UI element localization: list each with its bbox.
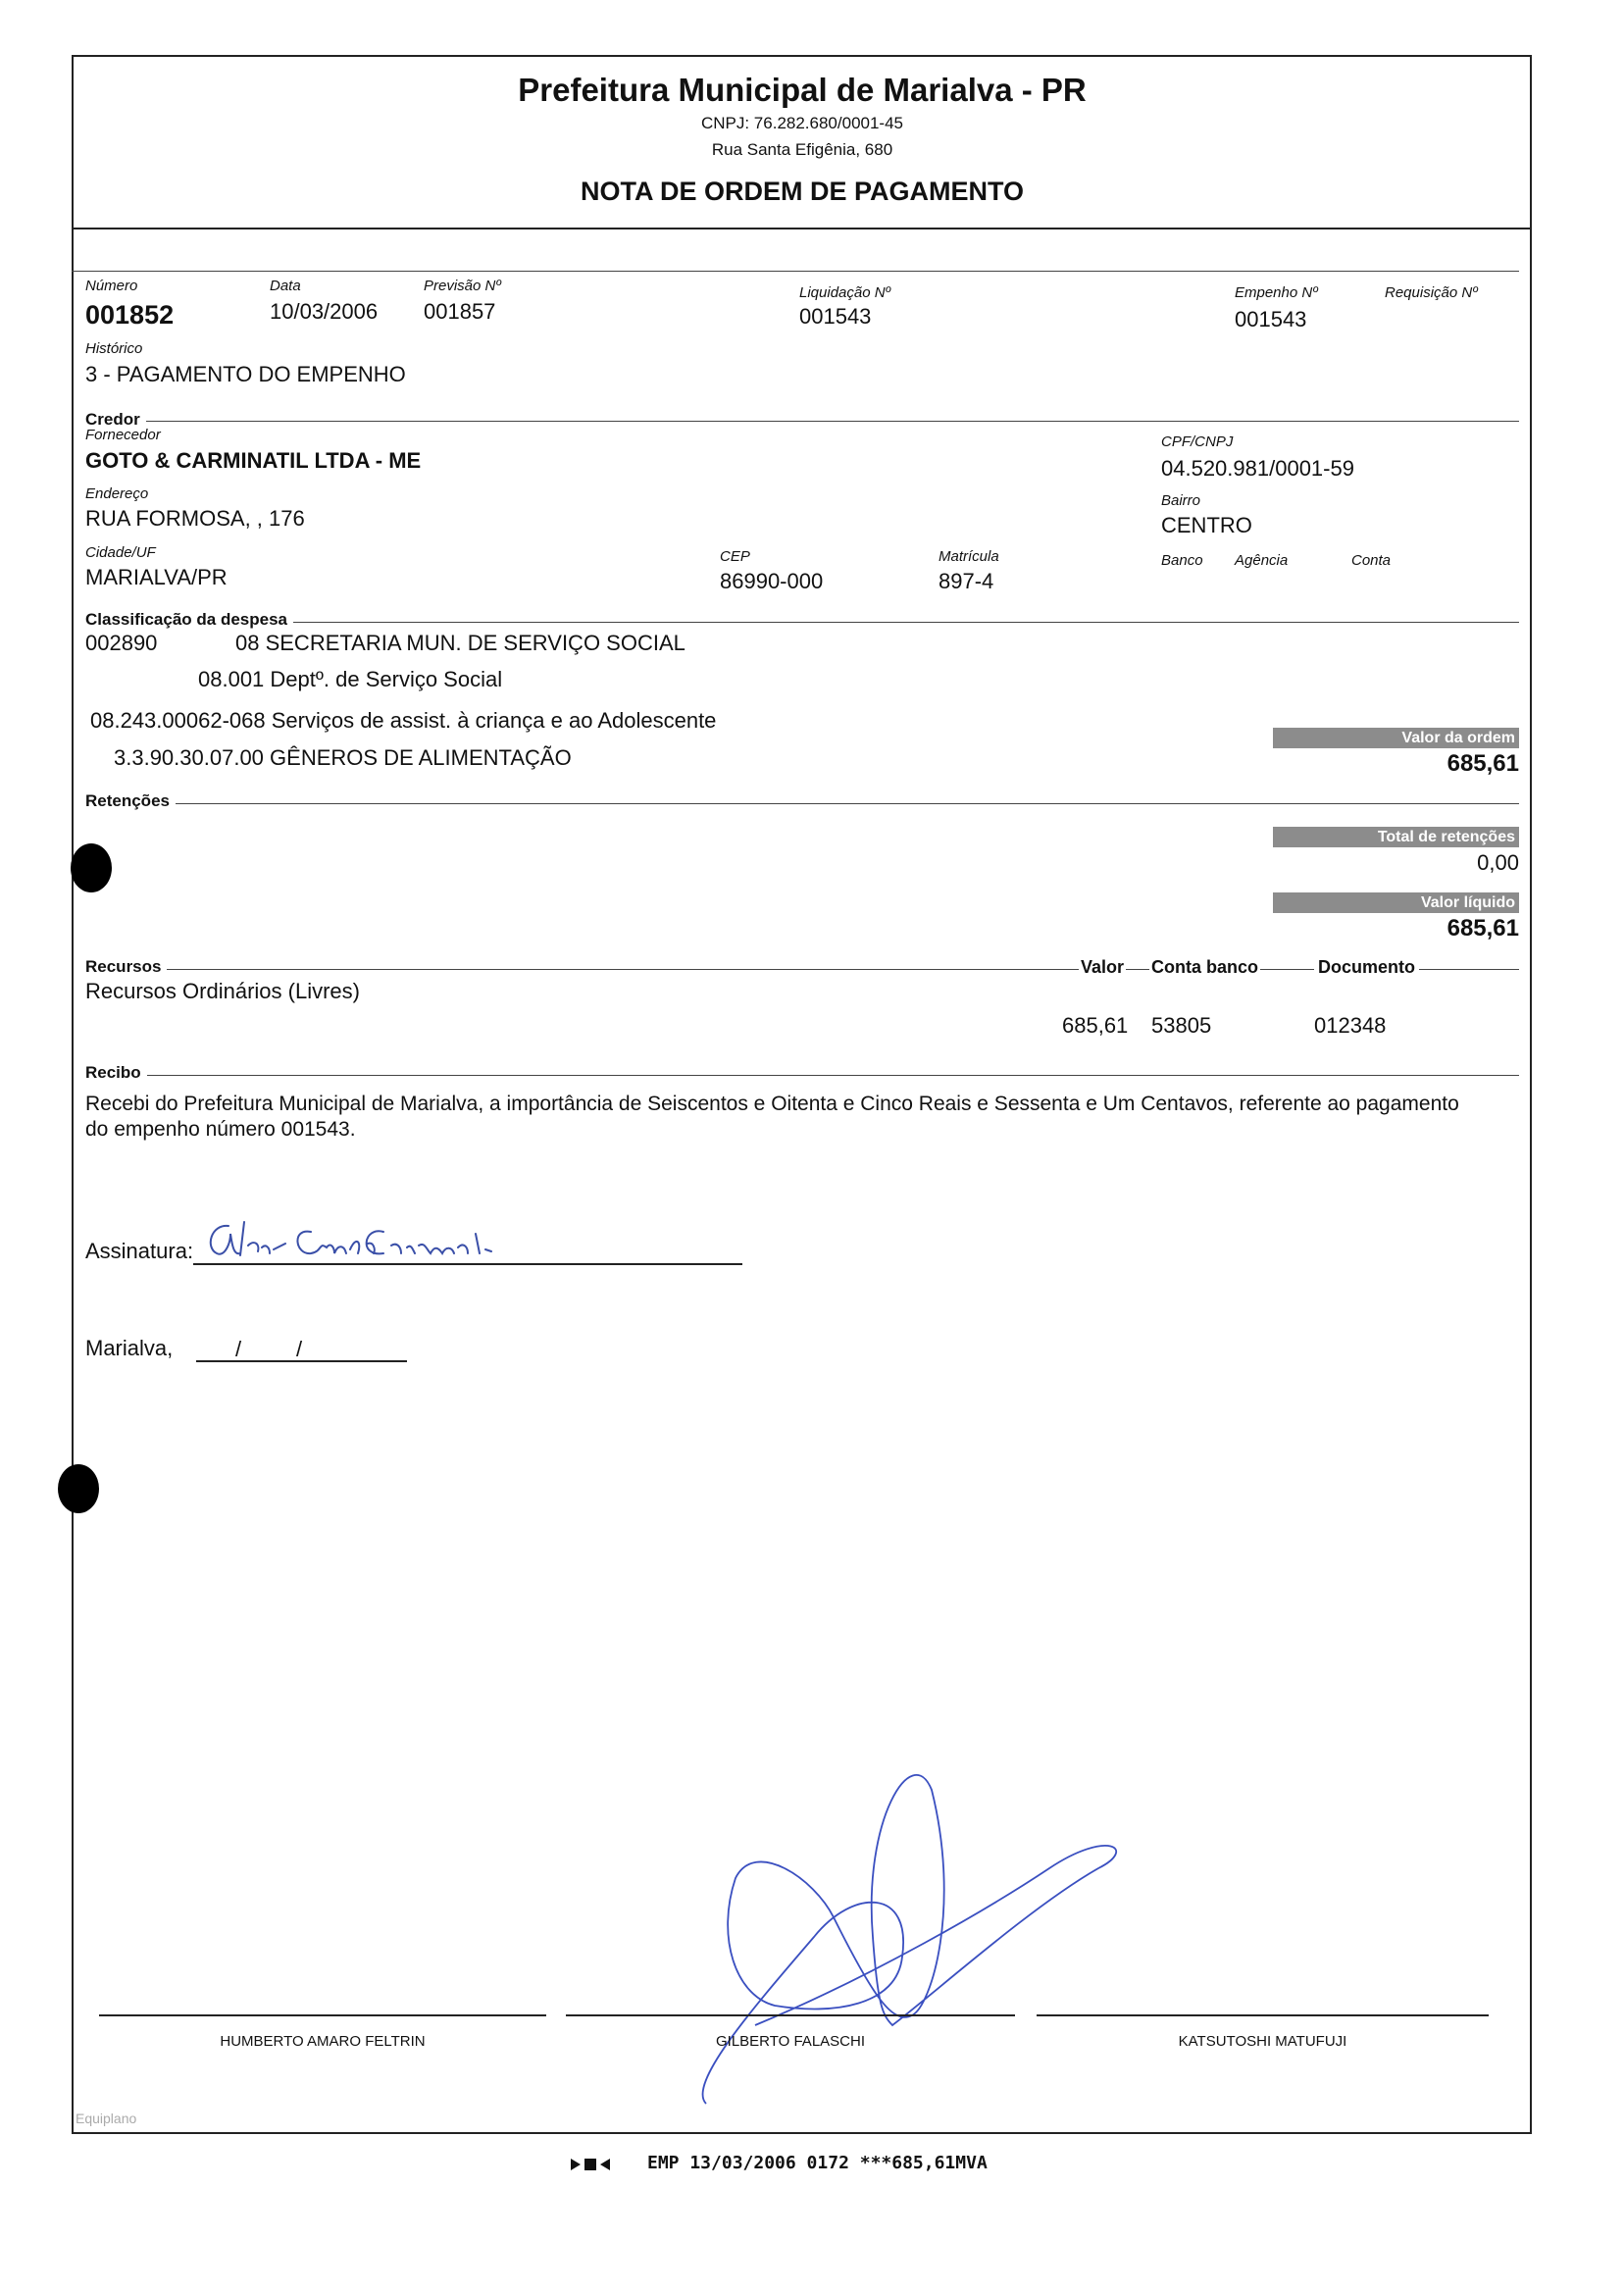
historico-label: Histórico bbox=[85, 340, 143, 357]
empenho-label: Empenho Nº bbox=[1235, 284, 1318, 301]
data-label: Data bbox=[270, 278, 301, 294]
recibo-rule bbox=[85, 1075, 1519, 1076]
recursos-documento: 012348 bbox=[1314, 1013, 1387, 1038]
org-title: Prefeitura Municipal de Marialva - PR bbox=[518, 72, 1087, 108]
valor-liquido-value: 685,61 bbox=[1446, 915, 1519, 941]
equiplano-brand: Equiplano bbox=[76, 2111, 137, 2126]
valor-ordem-label: Valor da ordem bbox=[1273, 728, 1519, 748]
recursos-section: Recursos bbox=[85, 957, 167, 977]
header-divider bbox=[72, 228, 1532, 229]
cep-label: CEP bbox=[720, 548, 750, 565]
recursos-rule bbox=[85, 969, 1519, 970]
banco-label: Banco bbox=[1161, 552, 1203, 569]
assinatura-label: Assinatura: bbox=[85, 1239, 194, 1263]
credor-section: Credor bbox=[85, 410, 146, 430]
recibo-section: Recibo bbox=[85, 1063, 147, 1083]
total-retencoes-label: Total de retenções bbox=[1273, 827, 1519, 847]
conta-label: Conta bbox=[1351, 552, 1392, 569]
valor-ordem-value: 685,61 bbox=[1446, 750, 1519, 777]
date-slash-2: / bbox=[296, 1337, 303, 1361]
numero-label: Número bbox=[85, 278, 138, 294]
hole-punch-bottom bbox=[58, 1464, 99, 1513]
numero-value: 001852 bbox=[85, 300, 175, 330]
doc-title: NOTA DE ORDEM DE PAGAMENTO bbox=[580, 177, 1024, 206]
liquidacao-label: Liquidação Nº bbox=[799, 284, 891, 301]
endereco-label: Endereço bbox=[85, 485, 149, 502]
recursos-conta: 53805 bbox=[1151, 1013, 1212, 1038]
cidade-value: MARIALVA/PR bbox=[85, 565, 228, 589]
cpf-value: 04.520.981/0001-59 bbox=[1161, 456, 1354, 481]
endereco-value: RUA FORMOSA, , 176 bbox=[85, 506, 305, 531]
large-signature-scribble bbox=[677, 1760, 1128, 2113]
retencoes-rule bbox=[85, 803, 1519, 804]
previsao-label: Previsão Nº bbox=[424, 278, 501, 294]
stamp-logo bbox=[571, 2157, 610, 2172]
signature-line-1 bbox=[99, 2014, 546, 2016]
credor-rule bbox=[85, 421, 1519, 422]
cidade-label: Cidade/UF bbox=[85, 544, 156, 561]
address: Rua Santa Efigênia, 680 bbox=[711, 140, 893, 159]
top-rule bbox=[72, 271, 1519, 272]
requisicao-label: Requisição Nº bbox=[1385, 284, 1478, 301]
handwritten-signature bbox=[201, 1214, 593, 1269]
documento-col-label: Documento bbox=[1314, 957, 1419, 978]
liquidacao-value: 001543 bbox=[799, 304, 872, 329]
payment-stamp: EMP 13/03/2006 0172 ***685,61MVA bbox=[647, 2153, 988, 2173]
classificacao-section: Classificação da despesa bbox=[85, 610, 293, 630]
bairro-value: CENTRO bbox=[1161, 513, 1252, 537]
recibo-text: Recebi do Prefeitura Municipal de Marialva, a importância de Seiscentos e Oitenta e Cinco Reais e Sessenta e Um Centavos, referente ao pagamento do empenho número 001543. bbox=[85, 1093, 1459, 1141]
matricula-value: 897-4 bbox=[939, 569, 994, 593]
recursos-valor: 685,61 bbox=[1062, 1013, 1129, 1038]
classificacao-line2: 08.001 Deptº. de Serviço Social bbox=[198, 667, 503, 691]
valor-col-label: Valor bbox=[1081, 957, 1125, 977]
classificacao-line1: 08 SECRETARIA MUN. DE SERVIÇO SOCIAL bbox=[235, 631, 685, 655]
classificacao-line3: 08.243.00062-068 Serviços de assist. à criança e ao Adolescente bbox=[90, 708, 717, 733]
date-slash-1: / bbox=[235, 1337, 242, 1361]
signature-line-2 bbox=[566, 2014, 1015, 2016]
total-retencoes-value: 0,00 bbox=[1477, 850, 1519, 875]
cep-value: 86990-000 bbox=[720, 569, 824, 593]
hole-punch-top bbox=[71, 843, 112, 892]
fornecedor-value: GOTO & CARMINATIL LTDA - ME bbox=[85, 448, 422, 473]
classificacao-rule bbox=[85, 622, 1519, 623]
agencia-label: Agência bbox=[1235, 552, 1289, 569]
cpf-label: CPF/CNPJ bbox=[1161, 433, 1234, 450]
classificacao-code: 002890 bbox=[85, 631, 158, 655]
matricula-label: Matrícula bbox=[939, 548, 999, 565]
historico-value: 3 - PAGAMENTO DO EMPENHO bbox=[85, 362, 406, 386]
signatory-3: KATSUTOSHI MATUFUJI bbox=[1178, 2033, 1347, 2050]
signature-line-3 bbox=[1037, 2014, 1489, 2016]
valor-liquido-label: Valor líquido bbox=[1273, 892, 1519, 913]
recursos-fonte: Recursos Ordinários (Livres) bbox=[85, 979, 360, 1003]
signatory-2: GILBERTO FALASCHI bbox=[716, 2033, 865, 2050]
bairro-label: Bairro bbox=[1161, 492, 1201, 509]
fornecedor-label: Fornecedor bbox=[85, 427, 161, 443]
retencoes-section: Retenções bbox=[85, 791, 176, 811]
cnpj: CNPJ: 76.282.680/0001-45 bbox=[700, 114, 904, 132]
signatory-1: HUMBERTO AMARO FELTRIN bbox=[220, 2033, 426, 2050]
empenho-value: 001543 bbox=[1235, 307, 1307, 331]
data-value: 10/03/2006 bbox=[270, 299, 379, 324]
conta-banco-col-label: Conta banco bbox=[1151, 957, 1259, 977]
local-label: Marialva, bbox=[85, 1336, 174, 1360]
classificacao-line4: 3.3.90.30.07.00 GÊNEROS DE ALIMENTAÇÃO bbox=[114, 745, 572, 770]
previsao-value: 001857 bbox=[424, 299, 496, 324]
